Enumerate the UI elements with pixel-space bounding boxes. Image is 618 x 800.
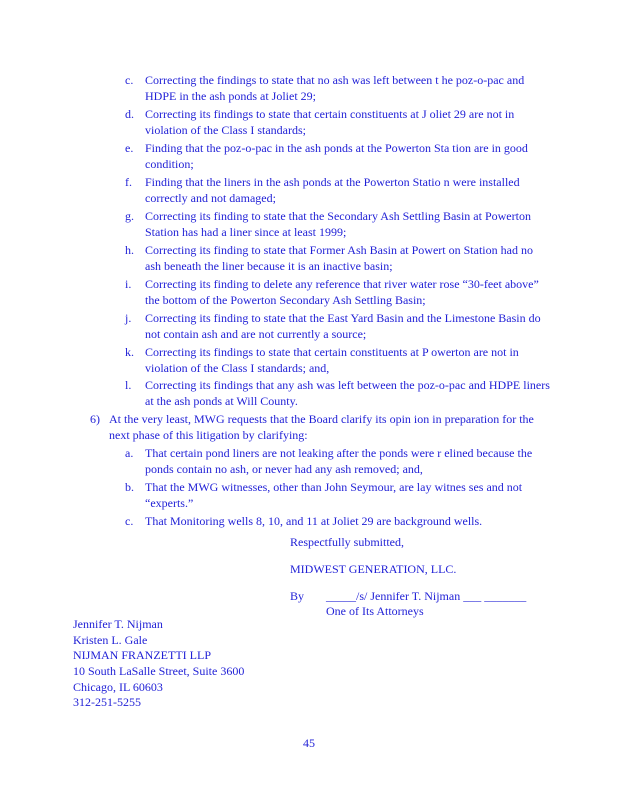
item-line: Correcting its finding to state that the East Yard Basin and the Limestone Basin do bbox=[145, 311, 541, 325]
item-line: violation of the Class I standards; bbox=[145, 123, 306, 137]
item-text bbox=[145, 377, 555, 409]
item-text bbox=[145, 242, 555, 274]
law-firm-name: NIJMAN FRANZETTI LLP bbox=[73, 648, 211, 662]
item-text bbox=[145, 106, 555, 138]
item-line: condition; bbox=[145, 157, 194, 171]
list-item-6b bbox=[125, 479, 555, 511]
paragraph-number: 6) bbox=[90, 412, 100, 426]
item-line: Finding that the poz-o-pac in the ash ponds at the Powerton Sta tion are in good bbox=[145, 141, 528, 155]
item-line: Correcting its finding to delete any reference that river water rose “30-feet above” bbox=[145, 277, 539, 291]
paragraph-line: next phase of this litigation by clarifying: bbox=[109, 428, 308, 442]
item-line: the bottom of the Powerton Secondary Ash Settling Basin; bbox=[145, 293, 426, 307]
item-text bbox=[145, 72, 555, 104]
attorney-name: Jennifer T. Nijman bbox=[73, 617, 163, 631]
signature-role: One of Its Attorneys bbox=[326, 604, 424, 618]
item-marker: d. bbox=[125, 107, 134, 121]
item-marker: h. bbox=[125, 243, 134, 257]
item-text bbox=[145, 445, 555, 477]
item-marker: i. bbox=[125, 277, 132, 291]
list-item-6a bbox=[125, 445, 555, 477]
list-item-g bbox=[125, 208, 555, 240]
signature-line: _____/s/ Jennifer T. Nijman ___ _______ bbox=[326, 589, 527, 603]
item-line: Correcting its findings to state that certain constituents at P owerton are not in bbox=[145, 345, 519, 359]
item-line: That certain pond liners are not leaking after the ponds were r elined because the bbox=[145, 446, 533, 460]
item-line: Station has had a liner since at least 1999; bbox=[145, 225, 347, 239]
list-item-d bbox=[125, 106, 555, 138]
list-item-c bbox=[125, 72, 555, 104]
item-marker: a. bbox=[125, 446, 134, 460]
item-marker: j. bbox=[125, 311, 132, 325]
item-line: Finding that the liners in the ash ponds at the Powerton Statio n were installed bbox=[145, 175, 520, 189]
list-item-e bbox=[125, 140, 555, 172]
item-line: not contain ash and are not currently a source; bbox=[145, 327, 367, 341]
item-marker: b. bbox=[125, 480, 134, 494]
item-line: That the MWG witnesses, other than John Seymour, are lay witnes ses and not bbox=[145, 480, 523, 494]
item-marker: c. bbox=[125, 73, 134, 87]
item-line: ponds contain no ash, or never had any ash removed; and, bbox=[145, 462, 423, 476]
numbered-paragraph-6 bbox=[90, 411, 560, 443]
item-marker: l. bbox=[125, 378, 132, 392]
item-line: That Monitoring wells 8, 10, and 11 at Joliet 29 are background wells. bbox=[145, 514, 483, 528]
item-text bbox=[145, 208, 555, 240]
item-line: at the ash ponds at Will County. bbox=[145, 394, 298, 408]
item-line: Correcting its finding to state that the Secondary Ash Settling Basin at Powerton bbox=[145, 209, 531, 223]
item-line: correctly and not damaged; bbox=[145, 191, 276, 205]
list-item-i bbox=[125, 276, 555, 308]
city-state-zip: Chicago, IL 60603 bbox=[73, 680, 163, 694]
item-line: violation of the Class I standards; and, bbox=[145, 361, 330, 375]
phone-number: 312-251-5255 bbox=[73, 695, 141, 709]
item-line: “experts.” bbox=[145, 496, 194, 510]
item-text bbox=[145, 276, 555, 308]
item-text bbox=[145, 174, 555, 206]
item-line: Correcting its findings to state that certain constituents at J oliet 29 are not in bbox=[145, 107, 515, 121]
list-item-6c bbox=[125, 513, 555, 529]
item-text bbox=[145, 513, 555, 529]
list-item-f bbox=[125, 174, 555, 206]
item-text bbox=[145, 140, 555, 172]
signature-company: MIDWEST GENERATION, LLC. bbox=[290, 562, 457, 576]
item-line: Correcting the findings to state that no ash was left between t he poz-o-pac and bbox=[145, 73, 525, 87]
item-marker: k. bbox=[125, 345, 134, 359]
item-marker: f. bbox=[125, 175, 132, 189]
item-marker: c. bbox=[125, 514, 134, 528]
attorney-name: Kristen L. Gale bbox=[73, 633, 148, 647]
item-marker: g. bbox=[125, 209, 134, 223]
item-text bbox=[145, 344, 555, 376]
paragraph-text bbox=[109, 411, 560, 443]
item-line: HDPE in the ash ponds at Joliet 29; bbox=[145, 89, 316, 103]
item-marker: e. bbox=[125, 141, 134, 155]
list-item-k bbox=[125, 344, 555, 376]
item-line: Correcting its findings that any ash was left between the poz-o-pac and HDPE liners bbox=[145, 378, 550, 392]
paragraph-line: At the very least, MWG requests that the Board clarify its opin ion in preparation for the bbox=[109, 412, 534, 426]
street-address: 10 South LaSalle Street, Suite 3600 bbox=[73, 664, 245, 678]
item-text bbox=[145, 479, 555, 511]
item-line: ash beneath the liner because it is an inactive basin; bbox=[145, 259, 393, 273]
list-item-j bbox=[125, 310, 555, 342]
item-text bbox=[145, 310, 555, 342]
page-number: 45 bbox=[303, 736, 315, 750]
item-line: Correcting its finding to state that Former Ash Basin at Powert on Station had no bbox=[145, 243, 533, 257]
list-item-h bbox=[125, 242, 555, 274]
signature-closing: Respectfully submitted, bbox=[290, 535, 404, 549]
list-item-l bbox=[125, 377, 555, 409]
signature-by-label: By bbox=[290, 589, 305, 603]
